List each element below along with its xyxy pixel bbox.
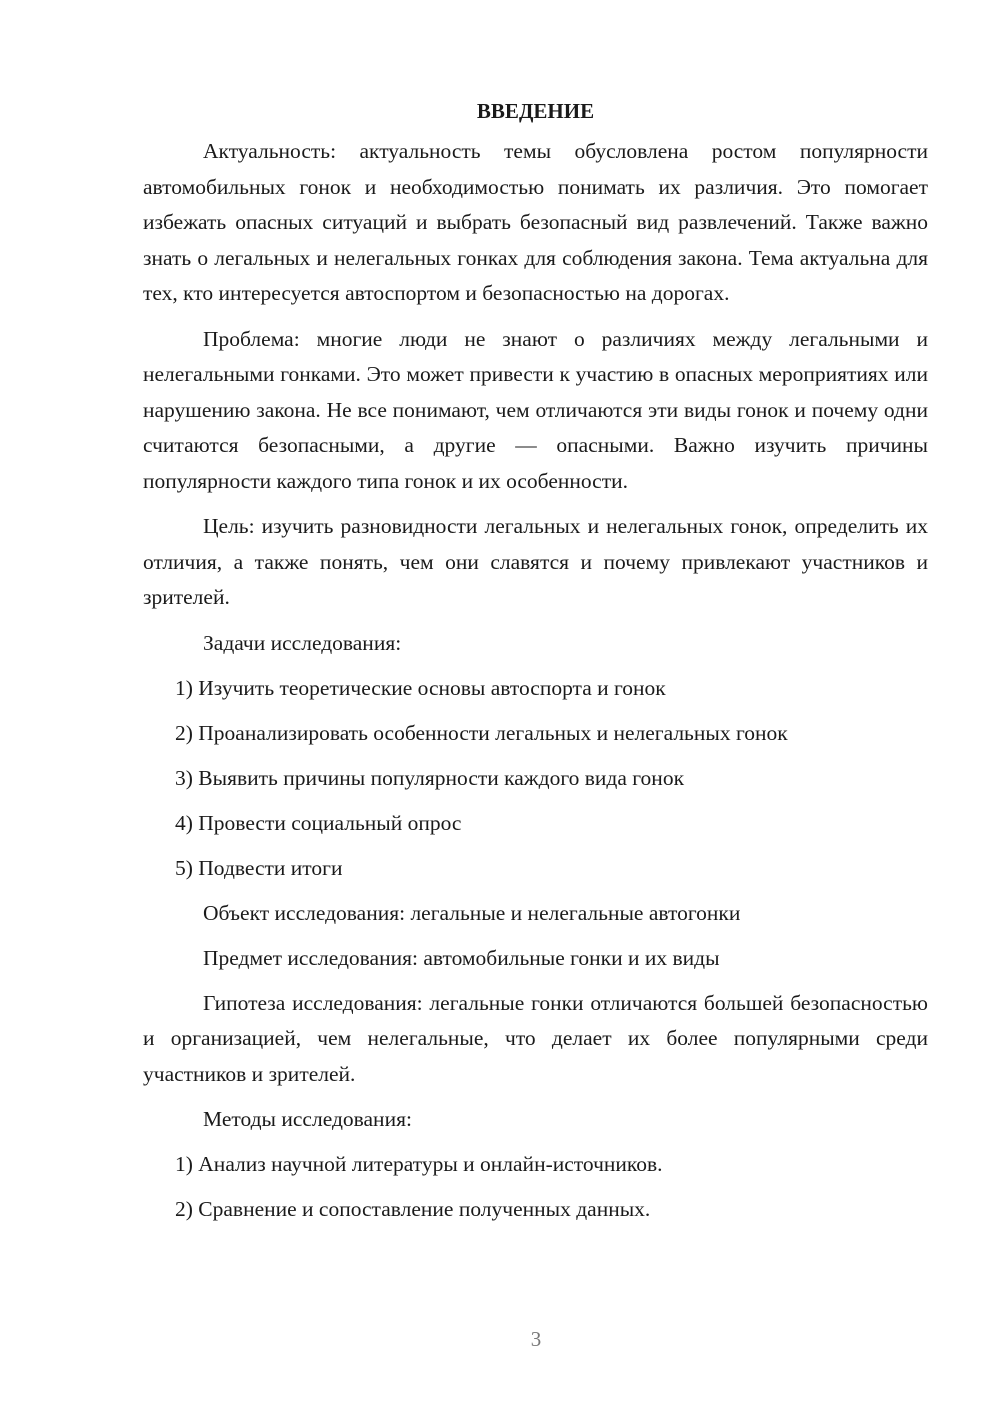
goal-paragraph: Цель: изучить разновидности легальных и нелегальных гонок, определить их отличия, а также понять, чем они славятся и почему привлекают участников и зрителей. [143,514,928,609]
document-page [143,96,928,1237]
list-item: 2) Проанализировать особенности легальных и нелегальных гонок [175,720,788,745]
page-number: 3 [530,1327,542,1351]
list-item: 1) Изучить теоретические основы автоспорта и гонок [175,675,666,700]
subject-line: Предмет исследования: автомобильные гонки и их виды [203,945,720,970]
methods-list [143,1147,928,1228]
page-title: ВВЕДЕНИЕ [476,99,595,123]
methods-heading: Методы исследования: [203,1107,412,1131]
relevance-paragraph: Актуальность: актуальность темы обусловлена ростом популярности автомобильных гонок и необходимостью понимать их различия. Это помогает избежать опасных ситуаций и выбрать безопасный вид развлечений. Также важно знать о легальных и нелегальных гонках для соблюдения закона. Тема актуальна для тех, кто интересуется автоспортом и безопасностью на дорогах. [143,139,928,305]
list-item: 4) Провести социальный опрос [175,810,462,835]
tasks-heading: Задачи исследования: [203,630,402,655]
list-item: 2) Сравнение и сопоставление полученных данных. [175,1197,651,1221]
problem-paragraph: Проблема: многие люди не знают о различиях между легальными и нелегальными гонками. Это может привести к участию в опасных мероприятиях или нарушению закона. Не все понимают, чем отличаются эти виды гонок и почему одни считаются безопасными, а другие — опасными. Важно изучить причины популярности каждого типа гонок и их особенности. [143,326,928,493]
object-line: Объект исследования: легальные и нелегальные автогонки [203,900,741,925]
tasks-list [143,671,928,887]
list-item: 5) Подвести итоги [175,855,343,880]
hypothesis-paragraph: Гипотеза исследования: легальные гонки отличаются большей безопасностью и организацией, чем нелегальные, что делает их более популярными среди участников и зрителей. [143,990,928,1086]
list-item: 1) Анализ научной литературы и онлайн-источников. [175,1152,663,1176]
list-item: 3) Выявить причины популярности каждого вида гонок [175,765,685,790]
